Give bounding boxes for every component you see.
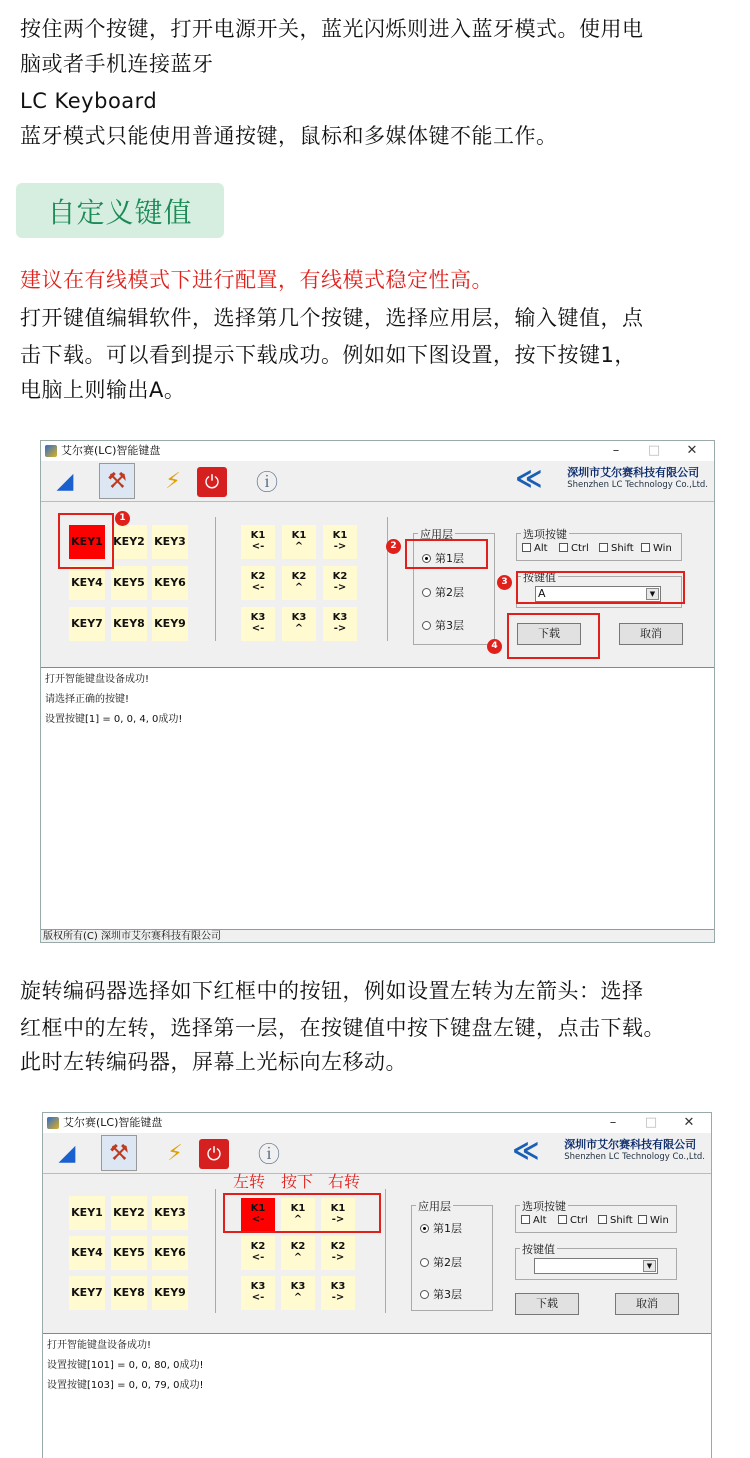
encoder-3-left[interactable]: K3 <- <box>241 607 275 641</box>
intro-line-4: 蓝牙模式只能使用普通按键，鼠标和多媒体键不能工作。 <box>20 124 558 148</box>
encoder-3-right[interactable]: K3 -> <box>323 607 357 641</box>
win-checkbox[interactable]: Win <box>638 1215 669 1226</box>
custom-line-1: 打开键值编辑软件，选择第几个按键，选择应用层，输入键值，点 <box>20 306 644 330</box>
screenshot-1 <box>40 440 715 943</box>
shift-checkbox[interactable]: Shift <box>598 1215 633 1226</box>
highlight-encoder-row <box>223 1193 381 1233</box>
encoder-3-press[interactable]: K3 ^ <box>281 1276 315 1310</box>
custom-warning: 建议在有线模式下进行配置，有线模式稳定性高。 <box>20 268 493 292</box>
log-line: 打开智能键盘设备成功! <box>47 1340 152 1351</box>
layer-3-radio[interactable]: 第3层 <box>420 1286 462 1302</box>
key-8[interactable]: KEY8 <box>111 1276 147 1310</box>
power-icon[interactable]: ⏻ <box>199 1139 229 1169</box>
highlight-download <box>507 613 600 659</box>
encoder-3-right[interactable]: K3 -> <box>321 1276 355 1310</box>
log-line: 打开智能键盘设备成功! <box>45 674 150 685</box>
flash-tool-icon[interactable]: ◢ <box>56 468 74 494</box>
encoder-2-right[interactable]: K2 -> <box>323 566 357 600</box>
keyvalue-input[interactable] <box>534 1258 658 1274</box>
key-7[interactable]: KEY7 <box>69 607 105 641</box>
marker-2: 2 <box>386 539 401 554</box>
key-2[interactable]: KEY2 <box>111 1196 147 1230</box>
key-4[interactable]: KEY4 <box>69 1236 105 1270</box>
maximize-button[interactable]: □ <box>644 1115 658 1130</box>
layer-group: 应用层 第1层 第2层 第3层 <box>411 1205 493 1311</box>
keyvalue-group: 按键值 ▼ <box>515 1248 677 1280</box>
encoder-1-left[interactable]: K1 <- <box>241 1198 275 1232</box>
highlight-key1 <box>58 513 114 569</box>
label-turn-right: 右转 <box>328 1172 361 1191</box>
layer-3-radio[interactable]: 第3层 <box>422 617 464 633</box>
key-8[interactable]: KEY8 <box>111 607 147 641</box>
encoder-3-press[interactable]: K3 ^ <box>282 607 316 641</box>
power-icon[interactable]: ⏻ <box>197 467 227 497</box>
encoder-line-2: 红框中的左转，选择第一层，在按键值中按下键盘左键，点击下载。 <box>20 1016 665 1040</box>
encoder-line-3: 此时左转编码器，屏幕上光标向左移动。 <box>20 1050 407 1074</box>
encoder-1-press[interactable]: K1 ^ <box>282 525 316 559</box>
encoder-1-press[interactable]: K1 ^ <box>281 1198 315 1232</box>
shift-checkbox[interactable]: Shift <box>599 543 634 554</box>
key-3[interactable]: KEY3 <box>152 525 188 559</box>
key-9[interactable]: KEY9 <box>152 1276 188 1310</box>
encoder-line-1: 旋转编码器选择如下红框中的按钮，例如设置左转为左箭头：选择 <box>20 979 644 1003</box>
lightning-tool-icon[interactable]: ⚡ <box>165 468 181 494</box>
key-9[interactable]: KEY9 <box>152 607 188 641</box>
close-button[interactable]: ✕ <box>683 1115 695 1130</box>
log-line: 设置按键[101] = 0, 0, 80, 0成功! <box>47 1360 204 1371</box>
log-line: 设置按键[103] = 0, 0, 79, 0成功! <box>47 1380 204 1391</box>
download-button[interactable]: 下载 <box>515 1293 579 1315</box>
win-checkbox[interactable]: Win <box>641 543 672 554</box>
download-button[interactable]: 下载 <box>517 623 581 645</box>
encoder-1-right[interactable]: K1 -> <box>323 525 357 559</box>
log-line: 请选择正确的按键! <box>45 694 130 705</box>
layer-2-radio[interactable]: 第2层 <box>422 584 464 600</box>
settings-tool-icon[interactable]: ⚒ <box>99 463 135 499</box>
cancel-button[interactable]: 取消 <box>615 1293 679 1315</box>
custom-line-3: 电脑上则输出A。 <box>20 378 186 402</box>
encoder-3-left[interactable]: K3 <- <box>241 1276 275 1310</box>
key-5[interactable]: KEY5 <box>111 1236 147 1270</box>
window-title: 艾尔赛(LC)智能键盘 <box>61 444 161 457</box>
layer-1-radio[interactable]: 第1层 <box>420 1220 462 1236</box>
key-3[interactable]: KEY3 <box>152 1196 188 1230</box>
minimize-button[interactable]: – <box>609 1115 617 1130</box>
intro-line-1: 按住两个按键，打开电源开关，蓝光闪烁则进入蓝牙模式。使用电 <box>20 17 644 41</box>
log-line: 设置按键[1] = 0, 0, 4, 0成功! <box>45 714 183 725</box>
encoder-1-right[interactable]: K1 -> <box>321 1198 355 1232</box>
layer-2-radio[interactable]: 第2层 <box>420 1254 462 1270</box>
screenshot-2 <box>42 1112 712 1458</box>
key-2[interactable]: KEY2 <box>111 525 147 559</box>
ctrl-checkbox[interactable]: Ctrl <box>558 1215 588 1226</box>
encoder-2-right[interactable]: K2 -> <box>321 1236 355 1270</box>
dropdown-arrow-icon[interactable]: ▼ <box>643 1260 656 1272</box>
encoder-2-press[interactable]: K2 ^ <box>282 566 316 600</box>
company-logo: ≪ 深圳市艾尔赛科技有限公司 Shenzhen LC Technology Co.,Ltd. <box>512 1136 705 1166</box>
intro-line-3: LC Keyboard <box>20 89 158 113</box>
dropdown-arrow-icon[interactable]: ▼ <box>646 588 659 600</box>
logo-mark-icon: ≪ <box>515 464 543 494</box>
layer-group: 应用层 第1层 第2层 第3层 <box>413 533 495 645</box>
keyvalue-group: 按键值 A ▼ <box>516 576 682 608</box>
info-icon[interactable]: ⓘ <box>257 1142 280 1168</box>
highlight-keyvalue <box>516 571 685 604</box>
options-group: 选项按键 Alt Ctrl Shift Win <box>516 533 682 561</box>
alt-checkbox[interactable]: Alt <box>521 1215 547 1226</box>
logo-mark-icon: ≪ <box>512 1136 540 1166</box>
key-1[interactable]: KEY1 <box>69 1196 105 1230</box>
ctrl-checkbox[interactable]: Ctrl <box>559 543 589 554</box>
section-title-banner: 自定义键值 <box>16 183 224 238</box>
options-group: 选项按键 Alt Ctrl Shift Win <box>515 1205 677 1233</box>
log-panel <box>43 1333 711 1458</box>
label-turn-left: 左转 <box>233 1172 266 1191</box>
keyvalue-input[interactable]: A ▼ <box>535 586 661 602</box>
marker-1: 1 <box>115 511 130 526</box>
flash-tool-icon[interactable]: ◢ <box>58 1140 76 1166</box>
company-logo: ≪ 深圳市艾尔赛科技有限公司 Shenzhen LC Technology Co.,Ltd. <box>515 464 708 494</box>
custom-line-2: 击下载。可以看到提示下载成功。例如如下图设置，按下按键1， <box>20 343 636 367</box>
encoder-2-left[interactable]: K2 <- <box>241 566 275 600</box>
key-5[interactable]: KEY5 <box>111 566 147 600</box>
key-7[interactable]: KEY7 <box>69 1276 105 1310</box>
close-button[interactable]: ✕ <box>686 443 698 458</box>
marker-4: 4 <box>487 639 502 654</box>
app-icon <box>45 445 57 457</box>
key-6[interactable]: KEY6 <box>152 1236 188 1270</box>
settings-tool-icon[interactable]: ⚒ <box>101 1135 137 1171</box>
info-icon[interactable]: ⓘ <box>255 470 278 496</box>
lightning-tool-icon[interactable]: ⚡ <box>167 1140 183 1166</box>
intro-line-2: 脑或者手机连接蓝牙 <box>20 52 214 76</box>
cancel-button[interactable]: 取消 <box>619 623 683 645</box>
encoder-1-left[interactable]: K1 <- <box>241 525 275 559</box>
encoder-2-left[interactable]: K2 <- <box>241 1236 275 1270</box>
alt-checkbox[interactable]: Alt <box>522 543 548 554</box>
key-1[interactable]: KEY1 <box>69 525 105 559</box>
label-press: 按下 <box>281 1172 314 1191</box>
encoder-2-press[interactable]: K2 ^ <box>281 1236 315 1270</box>
marker-3: 3 <box>497 575 512 590</box>
app-icon <box>47 1117 59 1129</box>
key-6[interactable]: KEY6 <box>152 566 188 600</box>
maximize-button[interactable]: □ <box>647 443 661 458</box>
key-4[interactable]: KEY4 <box>69 566 105 600</box>
log-panel <box>41 667 714 929</box>
minimize-button[interactable]: – <box>612 443 620 458</box>
window-title: 艾尔赛(LC)智能键盘 <box>63 1116 163 1129</box>
layer-1-radio[interactable]: 第1层 <box>422 550 464 566</box>
highlight-layer1 <box>405 539 488 569</box>
status-bar: 版权所有(C) 深圳市艾尔赛科技有限公司 <box>41 929 714 943</box>
